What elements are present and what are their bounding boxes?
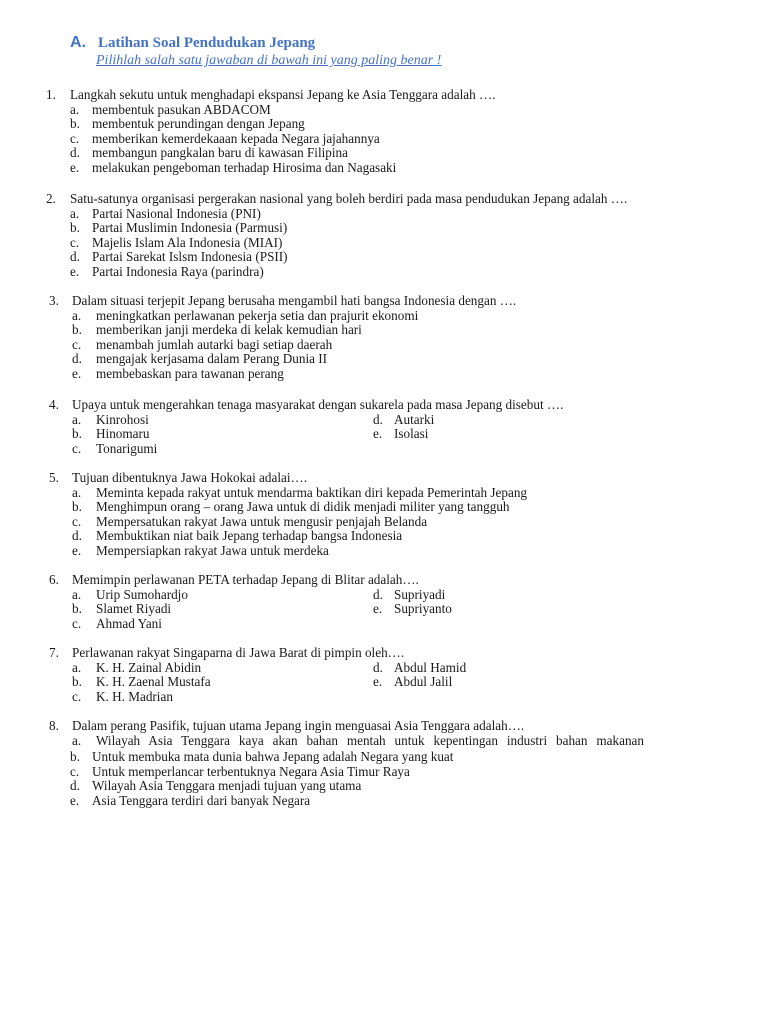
instruction-text: Pilihlah salah satu jawaban di bawah ini yang paling benar ! xyxy=(96,53,442,68)
option-letter: e. xyxy=(373,601,383,617)
option-a xyxy=(0,588,419,603)
question-5 xyxy=(0,471,527,559)
option-text: Supriyanto xyxy=(394,601,452,617)
question-3 xyxy=(0,294,516,382)
section-title: Latihan Soal Pendudukan Jepang xyxy=(98,35,316,51)
option-column-right xyxy=(373,588,452,617)
question-7 xyxy=(0,645,467,704)
option-d xyxy=(0,146,495,161)
option-column-left xyxy=(0,413,563,457)
question-text: Dalam perang Pasifik, tujuan utama Jepang ingin menguasai Asia Tenggara adalah…. xyxy=(72,718,525,733)
question-number: 2. xyxy=(46,191,56,206)
option-text: Asia Tenggara terdiri dari banyak Negara xyxy=(92,792,311,808)
option-letter: d. xyxy=(72,351,82,367)
option-text: memberikan janji merdeka di kelak kemudian hari xyxy=(96,322,362,338)
option-e xyxy=(373,427,434,442)
question-text: Tujuan dibentuknya Jawa Hokokai adalai…. xyxy=(72,470,308,485)
option-text: Mempersatukan rakyat Jawa untuk mengusir penjajah Belanda xyxy=(96,513,428,529)
option-e xyxy=(373,675,466,690)
option-text: membangun pangkalan baru di kawasan Filipina xyxy=(92,145,348,161)
question-number: 7. xyxy=(49,645,59,660)
option-b xyxy=(0,427,563,442)
option-b xyxy=(0,117,495,132)
option-letter: d. xyxy=(72,528,82,544)
option-letter: a. xyxy=(72,586,82,602)
question-8 xyxy=(0,719,644,809)
question-6 xyxy=(0,572,452,631)
option-text: Untuk memperlancar terbentuknya Negara Asia Timur Raya xyxy=(92,763,410,779)
option-text: mengajak kerjasama dalam Perang Dunia II xyxy=(96,351,328,367)
option-letter: b. xyxy=(70,220,80,236)
question-stem xyxy=(0,471,527,486)
option-letter: d. xyxy=(373,411,383,427)
option-a xyxy=(0,207,627,222)
question-stem xyxy=(0,719,644,734)
option-text: K. H. Zaenal Mustafa xyxy=(96,674,211,690)
option-letter: b. xyxy=(70,116,80,132)
option-d xyxy=(0,250,627,265)
option-e xyxy=(0,367,516,382)
option-letter: e. xyxy=(70,159,80,175)
option-a xyxy=(0,103,495,118)
question-text: Memimpin perlawanan PETA terhadap Jepang di Blitar adalah…. xyxy=(72,572,419,587)
option-b xyxy=(0,500,527,515)
question-text: Satu-satunya organisasi pergerakan nasional yang boleh berdiri pada masa pendudukan Jepang adalah …. xyxy=(70,191,628,206)
option-text: Partai Muslimin Indonesia (Parmusi) xyxy=(92,220,288,236)
option-letter: b. xyxy=(72,601,82,617)
option-c xyxy=(0,690,404,705)
option-text: Tonarigumi xyxy=(96,440,158,456)
question-stem xyxy=(0,646,404,661)
option-text: Untuk membuka mata dunia bahwa Jepang adalah Negara yang kuat xyxy=(92,749,454,765)
option-text: K. H. Madrian xyxy=(96,688,173,704)
option-letter: e. xyxy=(373,674,383,690)
option-letter: a. xyxy=(72,484,82,500)
option-e xyxy=(0,544,527,559)
question-number: 3. xyxy=(49,293,59,308)
option-b xyxy=(0,602,419,617)
option-letter: c. xyxy=(72,440,82,456)
option-columns xyxy=(0,413,563,457)
option-letter: a. xyxy=(70,205,80,221)
option-d xyxy=(373,588,452,603)
option-a xyxy=(0,413,563,428)
option-letter: e. xyxy=(70,792,80,808)
option-c xyxy=(0,765,644,780)
option-letter: a. xyxy=(72,307,82,323)
option-c xyxy=(0,442,563,457)
option-letter: a. xyxy=(72,411,82,427)
option-letter: a. xyxy=(72,659,82,675)
option-letter: e. xyxy=(72,542,82,558)
question-4 xyxy=(0,398,563,456)
option-text: melakukan pengeboman terhadap Hirosima dan Nagasaki xyxy=(92,159,397,175)
question-text: Langkah sekutu untuk menghadapi ekspansi Jepang ke Asia Tenggara adalah …. xyxy=(70,87,496,102)
option-d xyxy=(0,529,527,544)
option-text: Kinrohosi xyxy=(96,411,149,427)
question-stem xyxy=(0,192,627,207)
option-e xyxy=(373,602,452,617)
option-c xyxy=(0,338,516,353)
question-number: 6. xyxy=(49,572,59,587)
option-letter: c. xyxy=(70,130,80,146)
option-letter: d. xyxy=(70,145,80,161)
option-letter: b. xyxy=(72,322,82,338)
option-d xyxy=(373,413,434,428)
question-number: 8. xyxy=(49,718,59,733)
question-stem xyxy=(0,88,495,103)
option-text: Hinomaru xyxy=(96,426,150,442)
option-a xyxy=(0,661,404,676)
option-letter: b. xyxy=(70,749,80,765)
option-column-right xyxy=(373,661,466,690)
question-text: Perlawanan rakyat Singaparna di Jawa Barat di pimpin oleh…. xyxy=(72,645,405,660)
option-text: Isolasi xyxy=(394,426,429,442)
option-columns xyxy=(0,659,467,705)
option-c xyxy=(0,236,627,251)
option-letter: c. xyxy=(70,234,80,250)
option-text: membebaskan para tawanan perang xyxy=(96,365,284,381)
option-text: Abdul Hamid xyxy=(394,659,467,675)
option-column-right xyxy=(373,413,434,442)
question-number: 1. xyxy=(46,87,56,102)
option-column-left xyxy=(0,661,404,705)
option-b xyxy=(0,750,644,765)
option-letter: e. xyxy=(72,365,82,381)
option-text: Ahmad Yani xyxy=(96,615,162,631)
option-b xyxy=(0,323,516,338)
option-letter: c. xyxy=(72,688,82,704)
option-letter: e. xyxy=(70,263,80,279)
question-stem xyxy=(0,573,419,588)
option-e xyxy=(0,161,495,176)
option-e xyxy=(0,794,644,809)
option-text: Wilayah Asia Tenggara menjadi tujuan yang utama xyxy=(92,778,362,794)
option-letter: b. xyxy=(72,426,82,442)
section-header xyxy=(70,34,315,52)
option-text: Wilayah Asia Tenggara kaya akan bahan mentah untuk kepentingan industri bahan makanan xyxy=(96,732,644,748)
option-d xyxy=(0,352,516,367)
option-a xyxy=(0,486,527,501)
option-text: Supriyadi xyxy=(394,586,446,602)
option-e xyxy=(0,265,627,280)
option-letter: a. xyxy=(72,732,82,748)
option-letter: d. xyxy=(70,249,80,265)
option-letter: d. xyxy=(70,778,80,794)
option-letter: c. xyxy=(72,336,82,352)
option-c xyxy=(0,515,527,530)
option-text: Mempersiapkan rakyat Jawa untuk merdeka xyxy=(96,542,329,558)
option-letter: b. xyxy=(72,674,82,690)
option-letter: e. xyxy=(373,426,383,442)
option-column-left xyxy=(0,588,419,632)
option-b xyxy=(0,675,404,690)
option-text: Partai Nasional Indonesia (PNI) xyxy=(92,205,261,221)
option-letter: c. xyxy=(72,615,82,631)
option-text: Partai Sarekat Islsm Indonesia (PSII) xyxy=(92,249,288,265)
question-2 xyxy=(0,192,627,280)
option-d xyxy=(0,779,644,794)
option-text: menambah jumlah autarki bagi setiap daerah xyxy=(96,336,333,352)
question-stem xyxy=(0,398,563,413)
option-letter: c. xyxy=(72,513,82,529)
option-b xyxy=(0,221,627,236)
option-text: Urip Sumohardjo xyxy=(96,586,188,602)
option-text: Membuktikan niat baik Jepang terhadap bangsa Indonesia xyxy=(96,528,403,544)
question-stem xyxy=(0,294,516,309)
section-letter: A. xyxy=(70,34,86,51)
question-text: Dalam situasi terjepit Jepang berusaha mengambil hati bangsa Indonesia dengan …. xyxy=(72,293,517,308)
option-letter: c. xyxy=(70,763,80,779)
question-number: 5. xyxy=(49,470,59,485)
option-d xyxy=(373,661,466,676)
option-text: Autarki xyxy=(394,411,435,427)
option-text: Slamet Riyadi xyxy=(96,601,172,617)
option-letter: d. xyxy=(373,586,383,602)
question-1 xyxy=(0,88,495,176)
option-a xyxy=(0,734,644,749)
option-letter: a. xyxy=(70,101,80,117)
question-number: 4. xyxy=(49,397,59,412)
option-columns xyxy=(0,586,452,632)
option-text: Partai Indonesia Raya (parindra) xyxy=(92,263,264,279)
option-c xyxy=(0,132,495,147)
option-text: membentuk perundingan dengan Jepang xyxy=(92,116,305,132)
option-text: Abdul Jalil xyxy=(394,674,453,690)
option-text: memberikan kemerdekaaan kepada Negara jajahannya xyxy=(92,130,380,146)
option-text: K. H. Zainal Abidin xyxy=(96,659,202,675)
option-letter: d. xyxy=(373,659,383,675)
option-text: Meminta kepada rakyat untuk mendarma baktikan diri kepada Pemerintah Jepang xyxy=(96,484,528,500)
question-text: Upaya untuk mengerahkan tenaga masyarakat dengan sukarela pada masa Jepang disebut …. xyxy=(72,397,564,412)
option-c xyxy=(0,617,419,632)
option-text: meningkatkan perlawanan pekerja setia dan prajurit ekonomi xyxy=(96,307,419,323)
option-a xyxy=(0,309,516,324)
option-letter: b. xyxy=(72,499,82,515)
option-text: Majelis Islam Ala Indonesia (MIAI) xyxy=(92,234,283,250)
option-text: membentuk pasukan ABDACOM xyxy=(92,101,271,117)
option-text: Menghimpun orang – orang Jawa untuk di didik menjadi militer yang tangguh xyxy=(96,499,510,515)
